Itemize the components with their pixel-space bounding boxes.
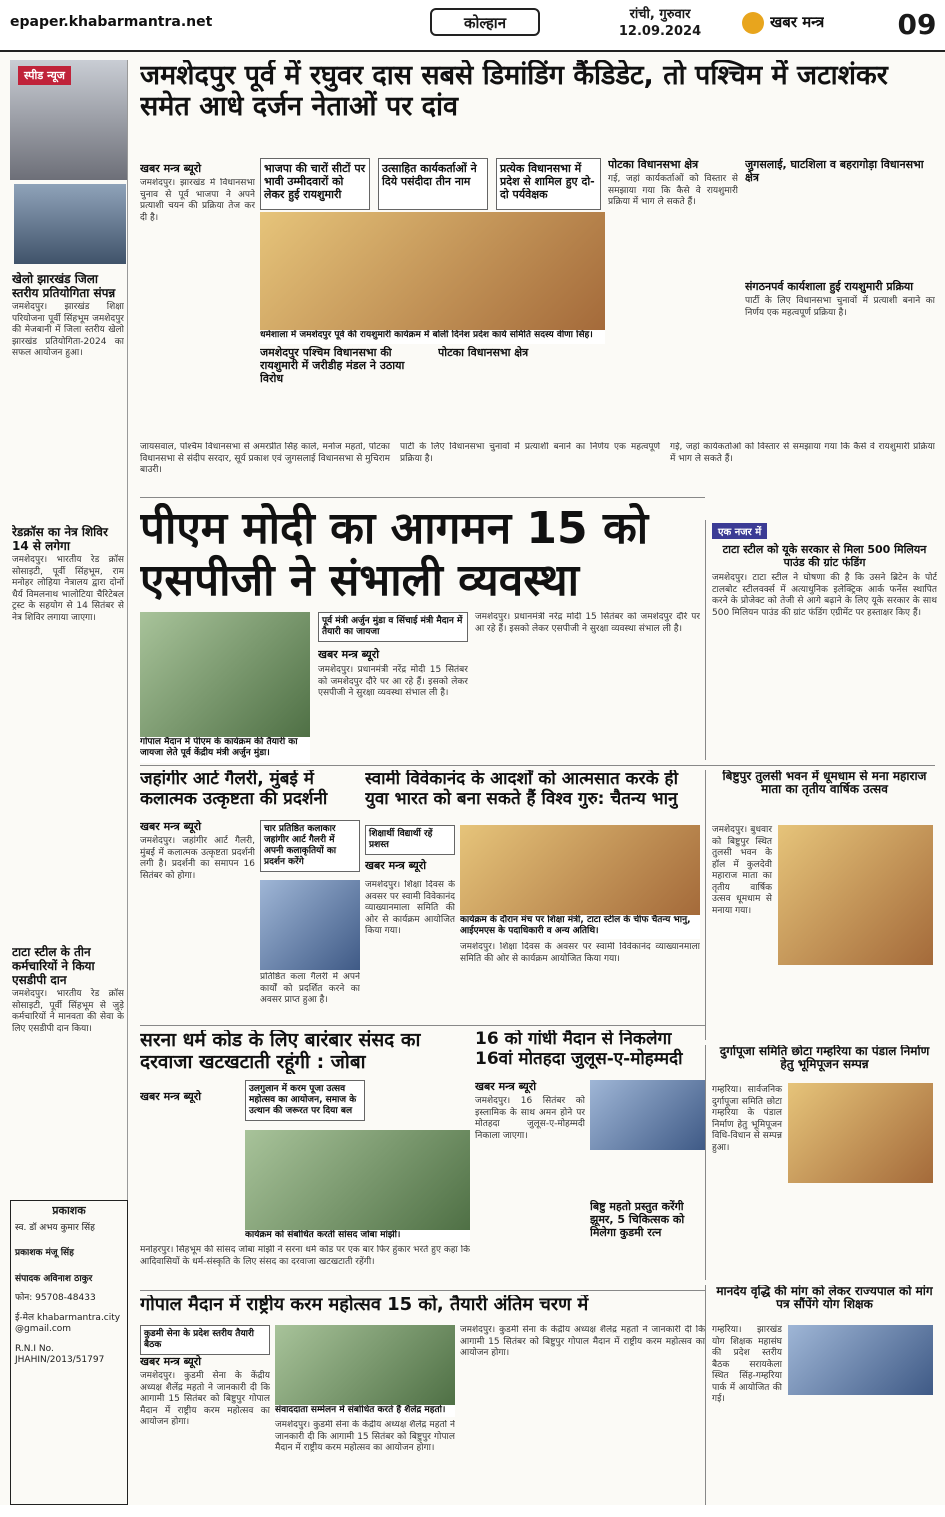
- speed-news-banner: [10, 60, 128, 180]
- pm-photo: [140, 612, 310, 737]
- jaloos-headline: 16 को गांधी मैदान से निकलेगा 16वां मोतहदा जुलूस-ए-मोहम्मदी: [475, 1030, 683, 1069]
- vivek-body-2: जमशेदपुर। शिक्षा दिवस के अवसर पर स्वामी विवेकानंद व्याख्यानमाला समिति की ओर से कार्यक्रम आयोजित किया गया।: [460, 942, 700, 964]
- pm-headline: पीएम मोदी का आगमन 15 को एसपीजी ने संभाली व्यवस्था: [140, 503, 649, 606]
- vivek-col-1: शिक्षार्थी विद्यार्थी रहें प्रशस्त खबर मन्त्र ब्यूरो: [365, 825, 455, 872]
- pm-col-1: [318, 612, 468, 700]
- gopal-caption: संवाददाता सम्मेलन में संबोधित करते हैं शैलेंद्र महतो।: [275, 1405, 455, 1417]
- edition-label: कोल्हान: [430, 8, 540, 36]
- durga-head: दुर्गापूजा समिति छोटा गम्हरिया का पंडाल निर्माण हेतु भूमिपूजन सम्पन्न: [719, 1045, 930, 1071]
- left-story-3: [12, 945, 124, 1035]
- vivek-caption: कार्यक्रम के दौरान मंच पर शिक्षा मंत्री, टाटा स्टील के चीफ चैतन्य भानु, आईएमएस के पदाधिकारी व अन्य अतिथि।: [460, 915, 700, 939]
- lead-side-4: संगठनपर्व कार्यशाला हुई रायशुमारी प्रक्रिया पार्टी के लिए विधानसभा चुनावों में प्रत्याशी बनाने का निर्णय एक महत्वपूर्ण प्रक्रिया है।: [745, 280, 935, 318]
- gopal-pull: कुडमी सेना के प्रदेश स्तरीय तैयारी बैठक: [140, 1325, 270, 1355]
- city-day: रांची, गुरुवार: [629, 7, 691, 22]
- lead-pull-1: भाजपा की चारों सीटों पर भावी उम्मीदवारों को लेकर हुई रायशुमारी: [260, 158, 370, 210]
- tata-body: जमशेदपुर। टाटा स्टील ने घोषणा की है कि उसने ब्रिटेन के पोर्ट टालबोट स्टीलवर्क्स में अत्याधुनिक इलेक्ट्रिक आर्क फर्नेस स्थापित करने के प्रोजेक्ट को तेजी से आगे बढ़ाने के लिए यूके सरकार के साथ 500 मिलियन पाउंड की ग्रांट फंडिंग एग्रीमेंट पर हस्ताक्षर किए हैं।: [712, 573, 937, 618]
- lead-col-3: पोटका विधानसभा क्षेत्र: [438, 346, 529, 359]
- art-col-1: खबर मन्त्र ब्यूरो जमशेदपुर। जहांगीर आर्ट गैलरी, मुंबई में कलात्मक उत्कृष्टता प्रदर्शनी लगी है। प्रदर्शनी का समापन 16 सितंबर को होगा।: [140, 820, 255, 881]
- page-number: 09: [897, 8, 937, 41]
- jaloos-subhead: बिष्टु महतो प्रस्तुत करेंगी झूमर, 5 चिकित्सक को मिलेगा कुडमी रत्न: [590, 1200, 685, 1239]
- durga-story: [705, 1045, 937, 1280]
- pm-byline: खबर मन्त्र ब्यूरो: [318, 648, 380, 661]
- imprint-line: स्व. डॉ अभय कुमार सिंह: [15, 1222, 95, 1233]
- lead-col-1: [140, 162, 255, 448]
- sarna-pull: उलगुलान में करम पूजा उत्सव महोत्सव का आयोजन, समाज के उत्थान की जरूरत पर दिया बल: [245, 1080, 365, 1121]
- lead-side-1: पोटका विधानसभा क्षेत्र गई, जहां कार्यकर्ताओं को विस्तार से समझाया गया कि कैसे वे रायशुमारी प्रक्रिया में भाग ले सकते हैं।: [608, 158, 738, 207]
- durga-body: गम्हरिया। सार्वजनिक दुर्गापूजा समिति छोटा गम्हरिया के पंडाल निर्माण हेतु भूमिपूजन विधि-विधान से सम्पन्न हुआ।: [712, 1085, 782, 1153]
- pm-body: जमशेदपुर। प्रधानमंत्री नरेंद्र मोदी 15 सितंबर को जमशेदपुर दौरे पर आ रहे हैं। इसको लेकर एसपीजी ने सुरक्षा व्यवस्था संभाल ली है।: [318, 665, 468, 698]
- lead-body-1: जमशेदपुर। झारखंड में विधानसभा चुनाव से पूर्व भाजपा ने अपने प्रत्याशी चयन की प्रक्रिया तेज कर दी है।: [140, 178, 255, 223]
- gopal-col-1: खबर मन्त्र ब्यूरो जमशेदपुर। कुडमी सेना के केंद्रीय अध्यक्ष शैलेंद्र महतो ने जानकारी दी कि आगामी 15 सितंबर को बिष्टुपुर गोपाल मैदान में राष्ट्रीय करम महोत्सव का आयोजन होगा।: [140, 1355, 270, 1427]
- sarna-photo: [245, 1130, 470, 1230]
- gopal-photo: [275, 1325, 455, 1405]
- vivek-headline: स्वामी विवेकानंद के आदर्शों को आत्मसात करके ही युवा भारत को बना सकते हैं विश्व गुरु: चैतन्य भानु: [365, 770, 678, 809]
- date: 12.09.2024: [618, 24, 702, 39]
- art-headline: जहांगीर आर्ट गैलरी, मुंबई में कलात्मक उत्कृष्टता की प्रदर्शनी: [140, 770, 328, 809]
- divider: [140, 1290, 705, 1291]
- left-h2: रेडक्रॉस का नेत्र शिविर 14 से लगेगा: [12, 525, 108, 553]
- yoga-head: मानदेय वृद्धि की मांग को लेकर राज्यपाल को मांग पत्र सौंपेंगे योग शिक्षक: [716, 1285, 933, 1311]
- jaloos-col-1: खबर मन्त्र ब्यूरो जमशेदपुर। 16 सितंबर को इस्लामिक के साथ अमन होने पर मोतहदा जुलूस-ए-मोहम्मदी निकाला जाएगा।: [475, 1080, 585, 1141]
- tulsi-story: [705, 770, 937, 1040]
- divider: [140, 1025, 705, 1026]
- tulsi-head: बिष्टुपुर तुलसी भवन में धूमधाम से मना महाराज माता का तृतीय वार्षिक उत्सव: [722, 770, 927, 796]
- lead-headline: जमशेदपुर पूर्व में रघुवर दास सबसे डिमांडिंग कैंडिडेट, तो पश्चिम में जटाशंकर समेत आधे दर्जन नेताओं पर दांव: [140, 60, 888, 123]
- left-p1: जमशेदपुर। झारखंड शिक्षा परियोजना पूर्वी सिंहभूम जमशेदपुर की मेजबानी में जिला स्तरीय खेलो झारखंड प्रतियोगिता-2024 का सफल आयोजन हुआ।: [12, 302, 124, 358]
- lead-pull-3: प्रत्येक विधानसभा में प्रदेश से शामिल हुए दो-दो पर्यवेक्षक: [496, 158, 601, 210]
- page-footer: [0, 1505, 945, 1517]
- divider: [140, 765, 935, 766]
- sports-photo: [14, 184, 126, 264]
- tata-head: टाटा स्टील को यूके सरकार से मिला 500 मिलियन पाउंड की ग्रांट फंडिंग: [722, 543, 927, 569]
- vivek-body: जमशेदपुर। शिक्षा दिवस के अवसर पर स्वामी विवेकानंद व्याख्यानमाला समिति की ओर से कार्यक्रम आयोजित किया गया।: [365, 880, 455, 936]
- imprint-line: फोन: 95708-48433: [15, 1293, 96, 1303]
- tulsi-photo: [778, 825, 933, 965]
- dateline: [600, 6, 720, 40]
- badge: स्पीड न्यूज: [18, 66, 71, 85]
- durga-photo: [788, 1083, 933, 1183]
- imprint-line: R.N.I No. JHAHIN/2013/51797: [15, 1343, 105, 1365]
- left-h1: खेलो झारखंड जिला स्तरीय प्रतियोगिता संपन्न: [12, 272, 116, 300]
- yoga-story: [705, 1285, 937, 1505]
- left-p2: जमशेदपुर। भारतीय रेड क्रॉस सोसाइटी, पूर्वी सिंहभूम, राम मनोहर लोहिया नेत्रालय द्वारा दोनों धैर्य विमलनाथ भालोटिया चैरिटेबल ट्रस्ट के सहयोग से 14 सितंबर से नेत्र शिविर लगाया जाएगा।: [12, 555, 124, 623]
- jaloos-photo: [590, 1080, 705, 1150]
- lead-col-2: जमशेदपुर पश्चिम विधानसभा की रायशुमारी में जरीडीह मंडल ने उठाया विरोध: [260, 346, 405, 385]
- left-h3: टाटा स्टील के तीन कर्मचारियों ने किया एसडीपी दान: [12, 945, 95, 987]
- pm-col-2: जमशेदपुर। प्रधानमंत्री नरेंद्र मोदी 15 सितंबर को जमशेदपुर दौरे पर आ रहे हैं। इसको लेकर एसपीजी ने सुरक्षा व्यवस्था संभाल ली है।: [475, 612, 700, 634]
- imprint-title: प्रकाशक: [52, 1204, 86, 1217]
- tata-story: [705, 520, 937, 760]
- art-caption: प्रतिष्ठित कला गैलरी में अपने कार्यों को प्रदर्शित करने का अवसर प्राप्त हुआ है।: [260, 972, 360, 1005]
- brand-name: खबर मन्त्र: [770, 13, 825, 31]
- left-p3: जमशेदपुर। भारतीय रेड क्रॉस सोसाइटी, पूर्वी सिंहभूम से जुड़े कर्मचारियों ने मानवता की सेवा के लिए एसडीपी दान किया।: [12, 989, 124, 1034]
- lead-photo: [260, 212, 605, 330]
- vivek-photo: [460, 825, 700, 915]
- imprint-line: ई-मेल khabarmantra.city@gmail.com: [15, 1312, 121, 1334]
- lead-byline: खबर मन्त्र ब्यूरो: [140, 162, 202, 175]
- sarna-col-1: खबर मन्त्र ब्यूरो: [140, 1090, 202, 1103]
- pm-photo-caption: गोपाल मैदान में पीएम के कार्यक्रम की तैयारी का जायजा लेते पूर्व केंद्रीय मंत्री अर्जुन मुंडा।: [140, 737, 310, 763]
- lead-bottom-columns: जायसवाल, पश्चिम विधानसभा से अमरप्रीत सिंह काले, मनोज महतो, पोटका विधानसभा से संदीप सरदार, सूर्य प्रकाश एवं जुगसलाई विधानसभा से मुचिराम बाउरी। पार्टी के लिए विधानसभा चुनावों में प्रत्याशी बनाने का निर्णय एक महत्वपूर्ण प्रक्रिया है। गई, जहां कार्यकर्ताओं को विस्तार से समझाया गया कि कैसे वे रायशुमारी प्रक्रिया में भाग ले सकते हैं।: [140, 442, 935, 475]
- lead-pull-2: उत्साहित कार्यकर्ताओं ने दिये पसंदीदा तीन नाम: [378, 158, 488, 210]
- lead-side-2: जुगसलाई, घाटशिला व बहरागोड़ा विधानसभा क्षेत्र: [745, 158, 924, 184]
- art-photo: [260, 880, 360, 970]
- imprint-box: [10, 1200, 128, 1505]
- tulsi-body: जमशेदपुर। बुधवार को बिष्टुपुर स्थित तुलसी भवन के हॉल में कुलदेवी महाराज माता का तृतीय वार्षिक उत्सव धूमधाम से मनाया गया।: [712, 825, 772, 916]
- brand-logo-icon: [742, 12, 764, 34]
- art-pull: चार प्रतिष्ठित कलाकार जहांगीर आर्ट गैलरी में अपनी कलाकृतियों का प्रदर्शन करेंगे: [260, 820, 360, 872]
- left-story-2: [12, 525, 124, 624]
- left-story-1: [12, 272, 124, 360]
- divider: [140, 497, 705, 498]
- imprint-line: प्रकाशक मंजू सिंह: [15, 1248, 74, 1258]
- sarna-headline: सरना धर्म कोड के लिए बारंबार संसद का दरवाजा खटखटाती रहूंगी : जोबा: [140, 1030, 421, 1073]
- site-url[interactable]: epaper.khabarmantra.net: [10, 14, 213, 30]
- imprint-line: संपादक अविनाश ठाकुर: [15, 1273, 93, 1284]
- yoga-body: गम्हरिया। झारखंड योग शिक्षक महासंघ की प्रदेश स्तरीय बैठक सरायकेला स्थित सिंह-गम्हरिया पार्क में आयोजित की गई।: [712, 1325, 782, 1404]
- yoga-photo: [788, 1325, 933, 1395]
- gopal-body-3: जमशेदपुर। कुडमी सेना के केंद्रीय अध्यक्ष शैलेंद्र महतो ने जानकारी दी कि आगामी 15 सितंबर को बिष्टुपुर गोपाल मैदान में राष्ट्रीय करम महोत्सव का आयोजन होगा।: [460, 1325, 705, 1358]
- sarna-caption: कार्यक्रम को संबोधित करतीं सांसद जोबा मांझी।: [245, 1230, 470, 1242]
- section-tag: एक नजर में: [712, 523, 767, 539]
- gopal-headline: गोपाल मैदान में राष्ट्रीय करम महोत्सव 15 को, तैयारी अंतिम चरण में: [140, 1295, 589, 1315]
- pm-pull: पूर्व मंत्री अर्जुन मुंडा व सिंचाई मंत्री मैदान में तैयारी का जायजा: [318, 612, 468, 642]
- lead-photo-caption: धर्मशाला में जमशेदपुर पूर्व की रायशुमारी कार्यक्रम में बोलीं दिनेश प्रदेश कार्य समिति सदस्य वीणा सिंह।: [260, 330, 605, 344]
- gopal-body-2: जमशेदपुर। कुडमी सेना के केंद्रीय अध्यक्ष शैलेंद्र महतो ने जानकारी दी कि आगामी 15 सितंबर को बिष्टुपुर गोपाल मैदान में राष्ट्रीय करम महोत्सव का आयोजन होगा।: [275, 1420, 455, 1453]
- masthead: [0, 0, 945, 52]
- sarna-body: मनोहरपुर। सिंहभूम की सांसद जोबा मांझी ने सरना धर्म कोड पर एक बार फिर हुंकार भरते हुए कहा कि आदिवासियों के धर्म-संस्कृति के लिए संसद का दरवाजा खटखटाती रहेंगी।: [140, 1245, 470, 1267]
